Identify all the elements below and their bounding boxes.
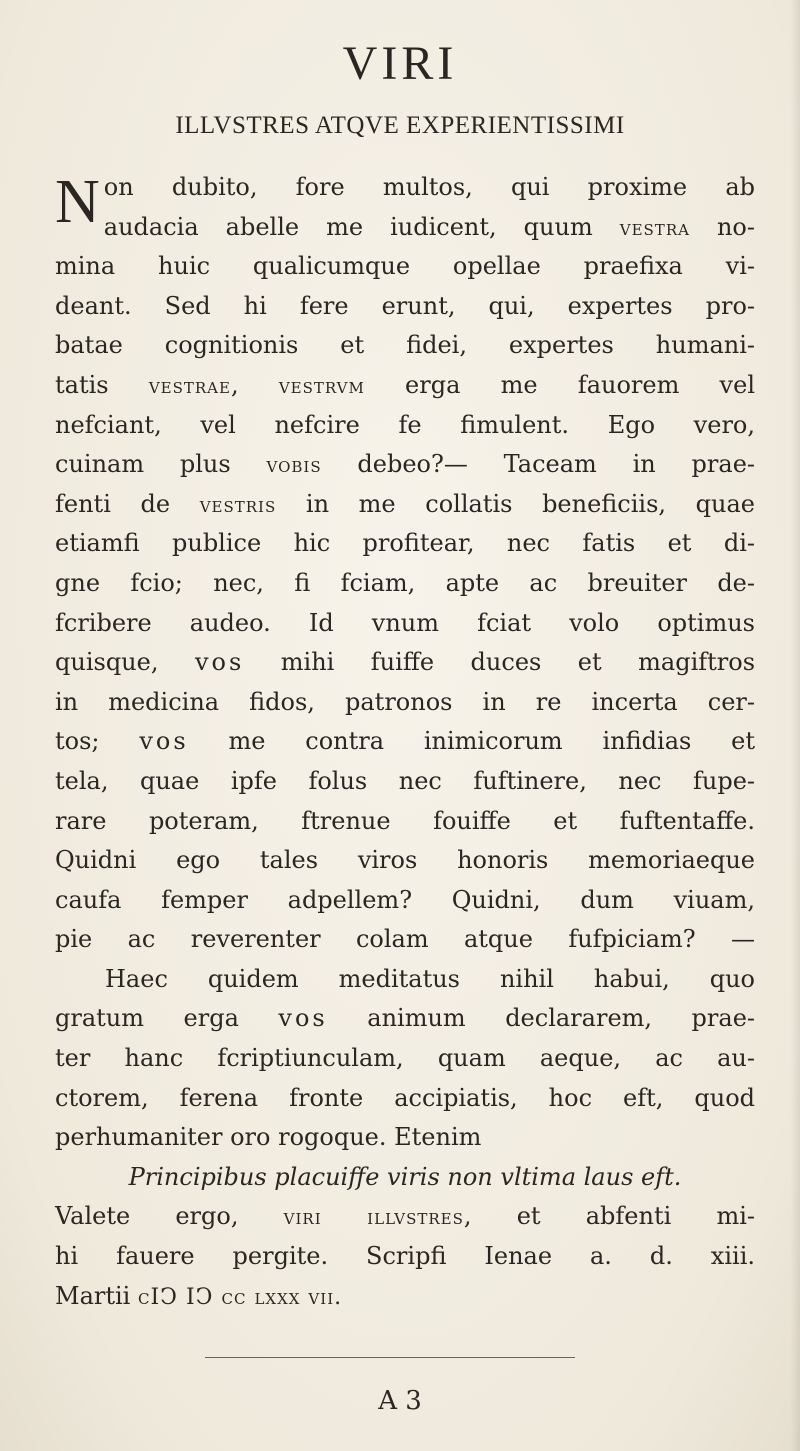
text-span: debeo?— Taceam in prae- <box>321 450 756 479</box>
text-span: in me collatis beneficiis, quae <box>276 489 756 518</box>
text-span: on dubito, fore multos, qui proxime ab <box>103 173 755 201</box>
text-line: deant. Sed hi fere erunt, qui, expertes pro- <box>55 291 755 320</box>
text-line <box>55 485 755 525</box>
text-line: pie ac reverenter colam atque fufpiciam? — <box>55 925 755 954</box>
dedication-text <box>55 168 755 1316</box>
text-span: , <box>230 370 279 399</box>
text-line <box>55 1197 755 1237</box>
text-span: tos; <box>55 727 140 756</box>
text-line: tela, quae ipfe folus nec fuftinere, nec fupe- <box>55 766 755 795</box>
page-edge-shadow <box>790 0 800 1451</box>
text-line: ter hanc fcriptiunculam, quam aeque, ac au- <box>55 1044 755 1073</box>
text-span: Martii <box>55 1281 138 1310</box>
text-span: no- <box>689 212 755 241</box>
text-span: quisque, <box>55 648 195 677</box>
text-line: Haec quidem meditatus nihil habui, quo <box>105 964 755 993</box>
text-line: caufa femper adpellem? Quidni, dum viuam, <box>55 885 755 914</box>
text-span: tatis <box>55 370 149 399</box>
drop-cap: N <box>55 168 100 236</box>
text-span: animum declararem, prae- <box>327 1004 756 1033</box>
signature-mark: A 3 <box>378 1386 422 1416</box>
text-line <box>55 643 755 683</box>
text-span: mihi fuiffe duces et magiftros <box>244 648 756 677</box>
text-span: me contra inimicorum infidias et <box>188 727 755 756</box>
text-line <box>55 208 755 248</box>
text-line <box>55 999 755 1039</box>
quote-line: Principibus placuiffe viris non vltima laus eft. <box>128 1162 682 1191</box>
text-line: nefciant, vel nefcire fe fimulent. Ego vero, <box>55 410 755 439</box>
text-line: batae cognitionis et fidei, expertes humani- <box>55 331 755 360</box>
text-line: fcribere audeo. Id vnum fciat volo optimus <box>55 608 755 637</box>
small-caps-span: vestris <box>199 492 277 518</box>
text-line: rare poteram, ftrenue fouiffe et fuftentaffe. <box>55 806 755 835</box>
page-subtitle: ILLVSTRES ATQVE EXPERIENTISSIMI <box>175 112 625 139</box>
text-line: hi fauere pergite. Scripfi Ienae a. d. xiii. <box>55 1242 755 1271</box>
text-line: ctorem, ferena fronte accipiatis, hoc eft, quod <box>55 1083 755 1112</box>
text-span: gratum erga <box>55 1004 279 1033</box>
text-line: in medicina fidos, patronos in re incerta cer- <box>55 687 755 716</box>
text-span: cuinam plus <box>55 450 267 479</box>
spaced-span: vos <box>139 727 189 756</box>
small-caps-span: vobis <box>266 453 322 479</box>
page-title: VIRI <box>342 37 458 90</box>
text-line <box>55 722 755 762</box>
small-caps-span: vestrae <box>148 373 231 399</box>
small-caps-span: vestra <box>619 215 690 241</box>
text-line: gne fcio; nec, fi fciam, apte ac breuiter de- <box>55 568 755 597</box>
text-line: mina huic qualicumque opellae praefixa vi- <box>55 252 755 281</box>
text-span: audacia abelle me iudicent, quum <box>103 212 620 241</box>
text-line: etiamfi publice hic profitear, nec fatis et di- <box>55 529 755 558</box>
text-span: fenti de <box>55 489 200 518</box>
spaced-span: vos <box>278 1004 328 1033</box>
text-span: Valete ergo, <box>55 1202 284 1231</box>
spaced-span: vos <box>194 648 245 677</box>
text-span: , et abfenti mi- <box>463 1202 755 1231</box>
text-line: Quidni ego tales viros honoris memoriaeque <box>55 846 755 875</box>
small-caps-span: cIↃ IↃ cc lxxx vii. <box>137 1284 343 1310</box>
small-caps-span: vestrvm <box>278 373 365 399</box>
text-span: erga me fauorem vel <box>364 370 755 399</box>
text-line <box>55 366 755 406</box>
text-line: perhumaniter oro rogoque. Etenim <box>55 1123 482 1152</box>
text-line <box>55 445 755 485</box>
date-line <box>55 1277 755 1317</box>
underline-rule <box>205 1357 575 1358</box>
small-caps-span: viri illvstres <box>283 1205 464 1231</box>
